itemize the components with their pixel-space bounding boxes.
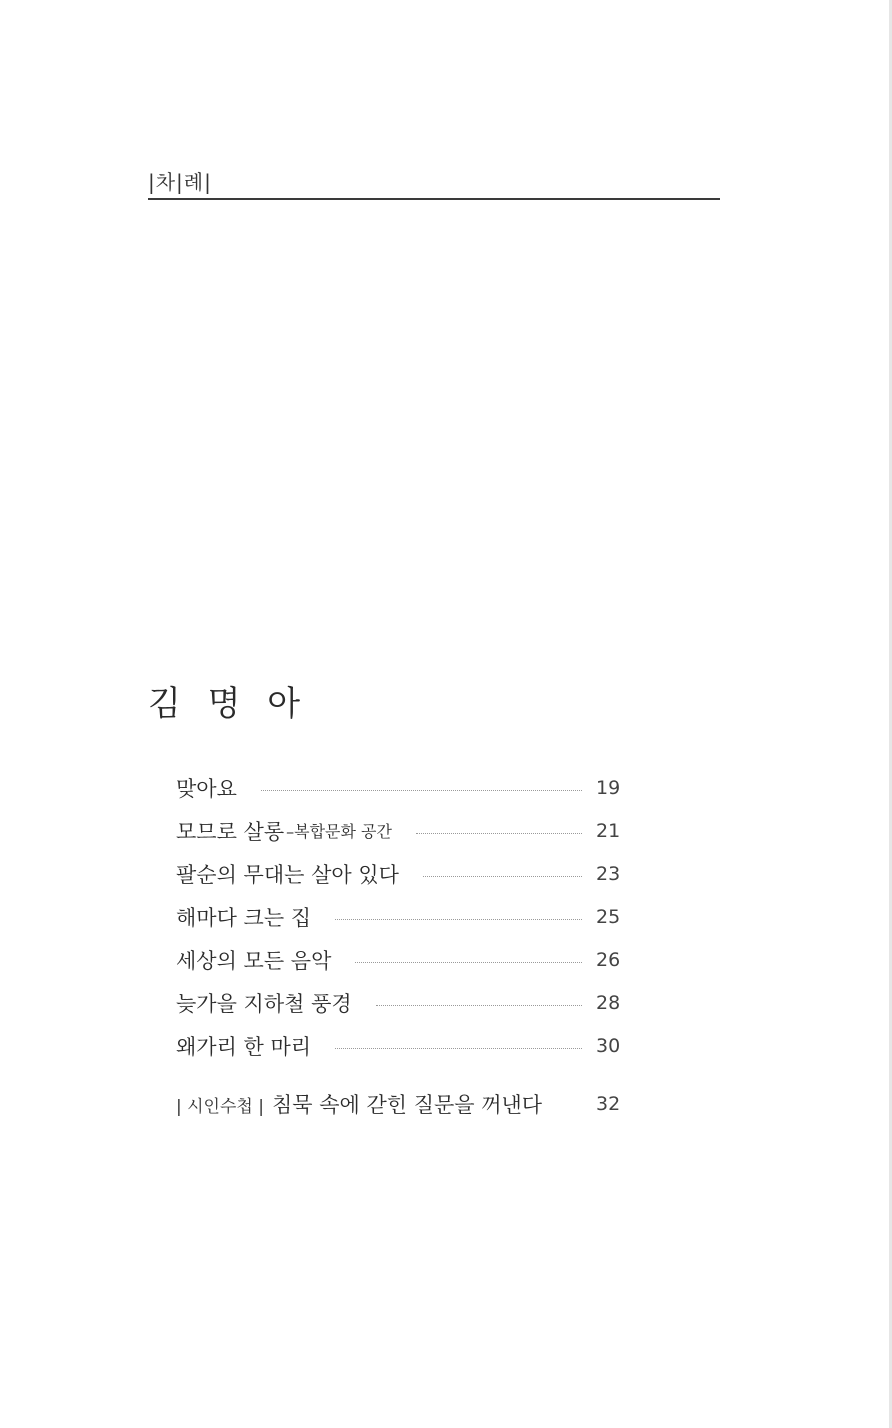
entry-page-number: 21 [596,819,621,842]
entry-subtitle: –복합문화 공간 [286,822,392,841]
dot-leader [335,1048,582,1049]
toc-extra-entry [176,1084,620,1124]
entry-page-number: 23 [596,862,621,885]
entry-title: 모므로 살롱 [176,819,285,844]
entry-title: 왜가리 한 마리 [176,1034,312,1059]
dot-leader [423,876,582,877]
dot-leader [355,962,582,963]
entry-page-number: 19 [596,776,621,799]
entry-page-number: 26 [596,948,621,971]
entry-title: 해마다 크는 집 [176,905,312,930]
toc-entry [176,1024,620,1067]
extra-section-label: | 시인수첩 | [176,1096,264,1117]
entry-page-number: 30 [596,1034,621,1057]
dot-leader [376,1005,582,1006]
toc-entry-list [176,766,620,1067]
dot-leader [416,833,582,834]
toc-entry [176,981,620,1024]
entry-title: 팔순의 무대는 살아 있다 [176,862,399,887]
extra-entry-page-number: 32 [596,1093,621,1115]
toc-entry [176,938,620,981]
heading-divider [148,198,720,200]
toc-entry [176,766,620,809]
toc-heading: |차|례| [148,170,212,194]
extra-entry-title: 침묵 속에 갇힌 질문을 꺼낸다 [271,1093,543,1117]
dot-leader [261,790,582,791]
author-name: 김 명 아 [148,684,309,724]
entry-page-number: 28 [596,991,621,1014]
dot-leader [335,919,582,920]
toc-entry [176,895,620,938]
toc-entry [176,852,620,895]
toc-entry [176,809,620,852]
entry-title: 맞아요 [176,776,237,801]
entry-page-number: 25 [596,905,621,928]
entry-title: 세상의 모든 음악 [176,948,332,973]
entry-title: 늦가을 지하철 풍경 [176,991,352,1016]
